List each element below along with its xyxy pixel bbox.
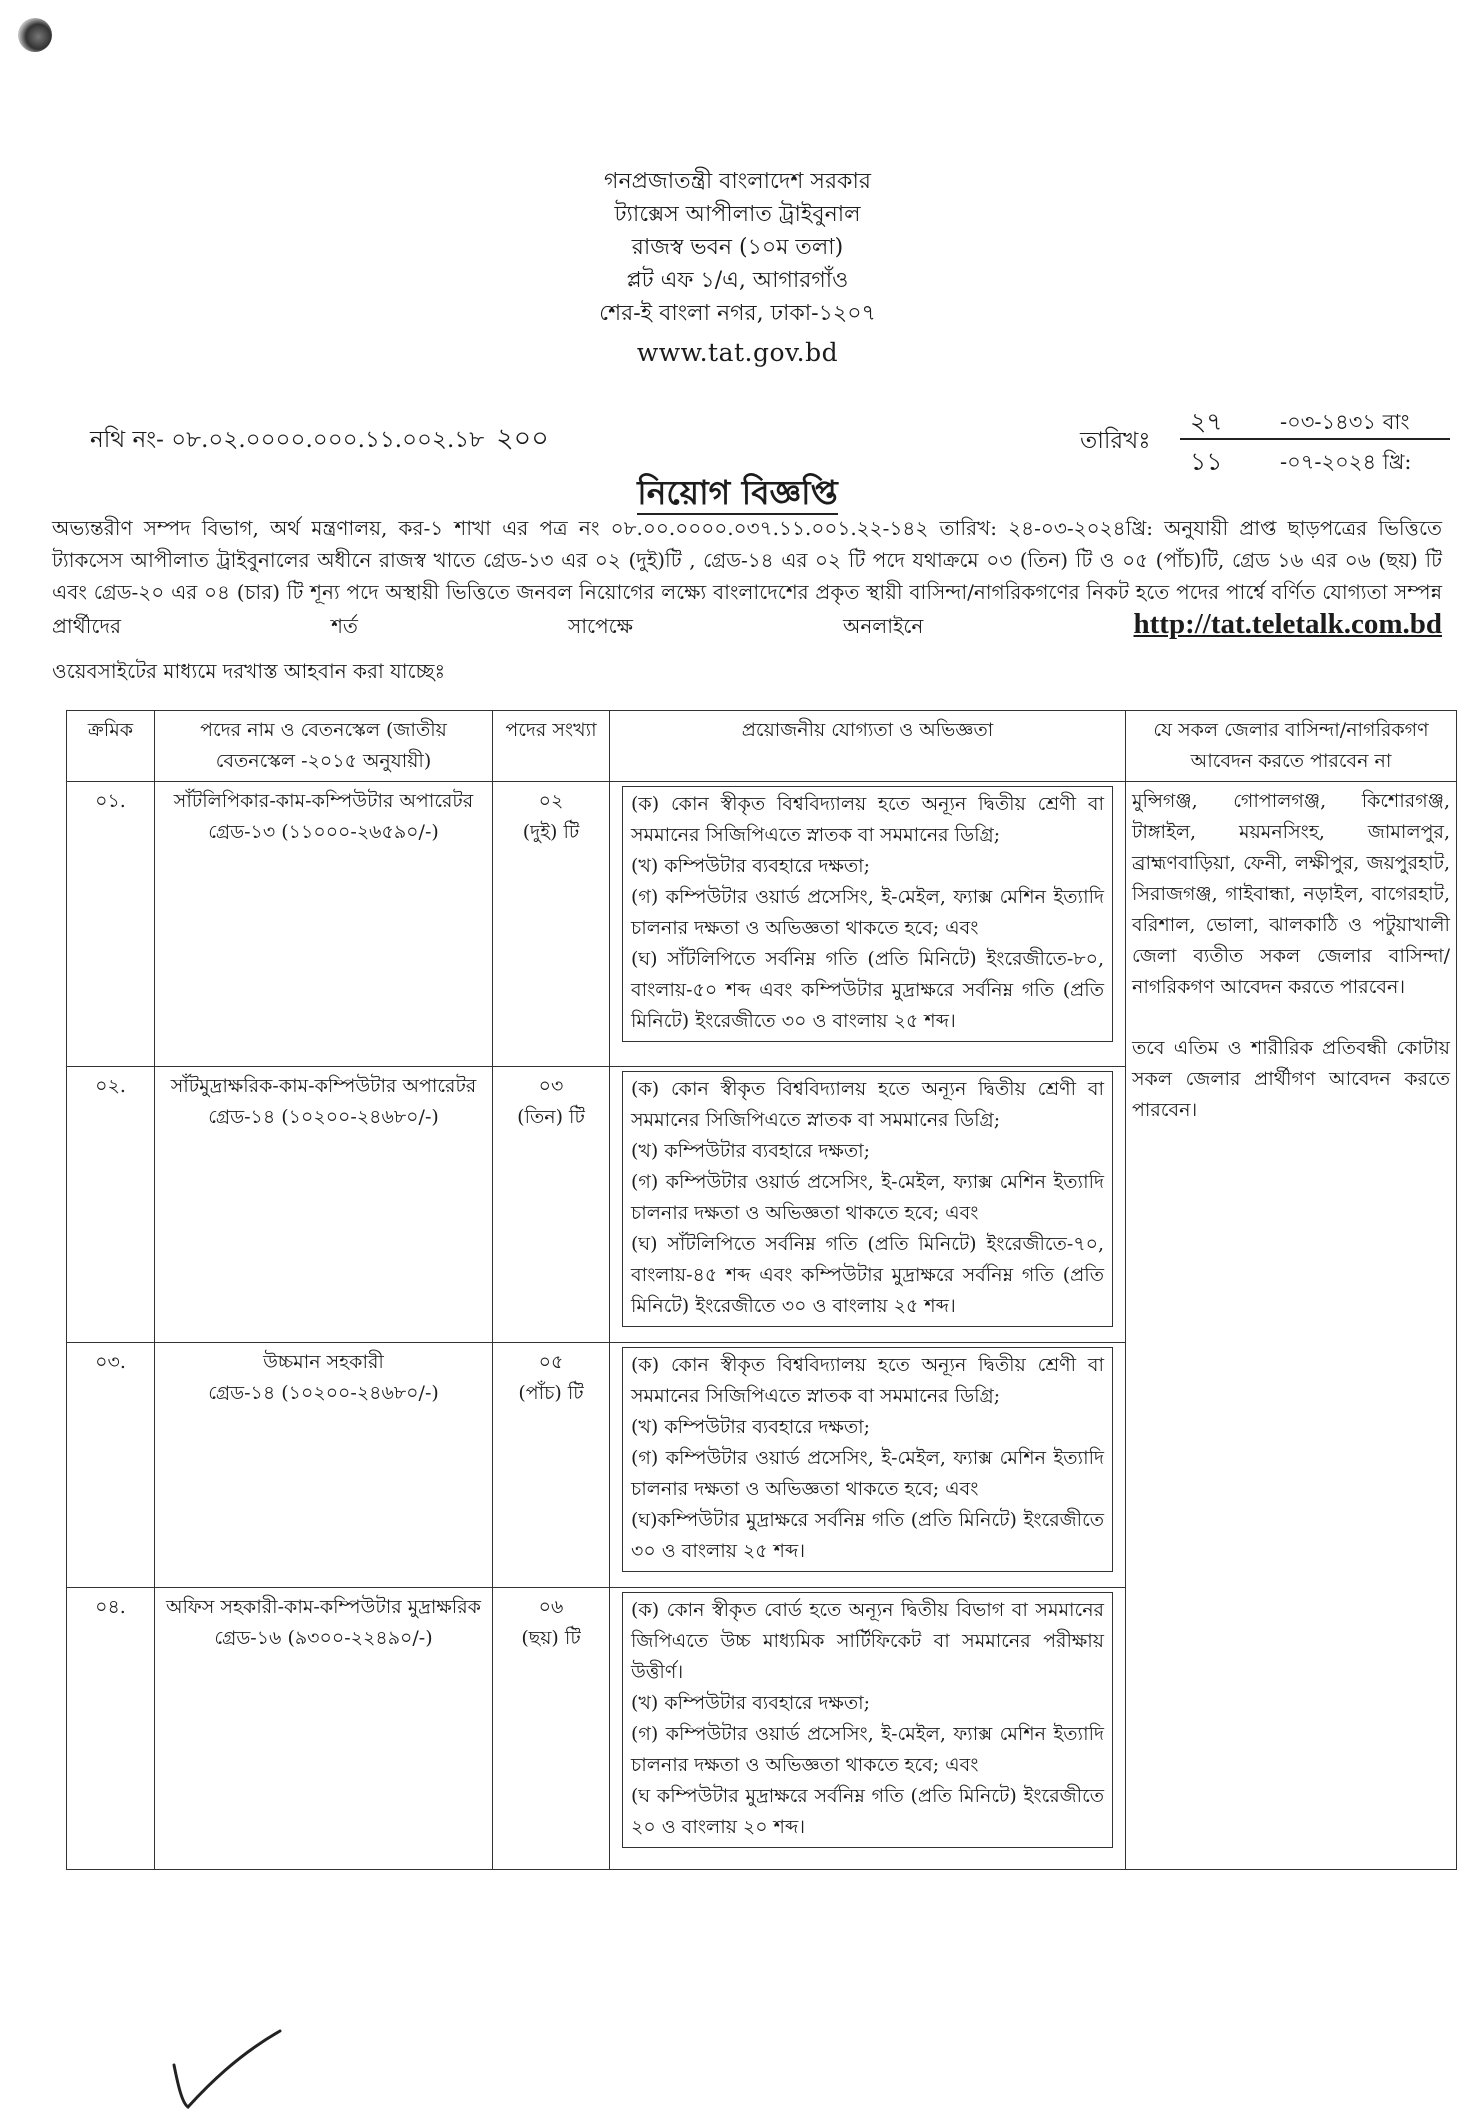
header-serial: ক্রমিক (67, 711, 155, 782)
row-qualification (610, 782, 1126, 1067)
row-count (493, 1067, 610, 1343)
date-bangla-day: ২৭ (1190, 407, 1223, 436)
post-count-words: (ছয়) টি (521, 1627, 581, 1649)
post-count-words: (দুই) টি (522, 821, 580, 843)
header-count: পদের সংখ্যা (493, 711, 610, 782)
post-count: ০২ (538, 790, 564, 812)
post-count-words: (পাঁচ) টি (518, 1382, 584, 1404)
qualification-item: (ঘ) সাঁটলিপিতে সর্বনিম্ন গতি (প্রতি মিনিটে) ইংরেজীতে-৭০, বাংলায়-৪৫ শব্দ এবং কম্পিউটার মুদ্রাক্ষরে সর্বনিম্ন গতি (প্রতি মিনিটে) ইংরেজীতে ৩০ ও বাংলায় ২৫ শব্দ। (631, 1233, 1104, 1317)
header-post-name: পদের নাম ও বেতনস্কেল (জাতীয় বেতনস্কেল -২০১৫ অনুযায়ী) (155, 711, 493, 782)
qualification-item: (খ) কম্পিউটার ব্যবহারে দক্ষতা; (631, 855, 871, 877)
row-post (155, 1067, 493, 1343)
date-english-day: ১১ (1190, 447, 1223, 476)
table-header-row (67, 711, 1457, 782)
header-website: www.tat.gov.bd (636, 338, 839, 367)
punch-hole-mark (18, 18, 52, 52)
qualification-box (622, 1071, 1113, 1327)
header-line-government: গনপ্রজাতন্ত্রী বাংলাদেশ সরকার (604, 169, 871, 194)
qualification-box (622, 786, 1113, 1042)
row-count (493, 1588, 610, 1870)
districts-note: মুন্সিগঞ্জ, গোপালগঞ্জ, কিশোরগঞ্জ, টাঙ্গাইল, ময়মনসিংহ, জামালপুর, ব্রাহ্মণবাড়িয়া, ফেনী, লক্ষীপুর, জয়পুরহাট, সিরাজগঞ্জ, গাইবান্ধা, নড়াইল, বাগেরহাট, বরিশাল, ভোলা, ঝালকাঠি ও পটুয়াখালী জেলা ব্যতীত সকল জেলার বাসিন্দা/নাগরিকগণ আবেদন করতে পারবেন। (1132, 790, 1450, 998)
row-serial: ০৪. (67, 1588, 155, 1870)
qualification-item: (ঘ)কম্পিউটার মুদ্রাক্ষরে সর্বনিম্ন গতি (প্রতি মিনিটে) ইংরেজীতে ৩০ ও বাংলায় ২৫ শব্দ। (631, 1509, 1104, 1562)
memo-number-handwritten: ২০০ (496, 423, 549, 454)
qualification-item: (গ) কম্পিউটার ওয়ার্ড প্রসেসিং, ই-মেইল, ফ্যাক্স মেশিন ইত্যাদি চালনার দক্ষতা ও অভিজ্ঞতা থাকতে হবে; এবং (631, 886, 1104, 939)
post-count: ০৫ (538, 1351, 564, 1373)
post-grade: গ্রেড-১৩ (১১০০০-২৬৫৯০/-) (208, 821, 439, 843)
post-count-words: (তিন) টি (517, 1106, 585, 1128)
date-english-rest: -০৭-২০২৪ খ্রি: (1280, 450, 1412, 474)
qualification-item: (ক) কোন স্বীকৃত বিশ্ববিদ্যালয় হতে অন্যূন দ্বিতীয় শ্রেণী বা সমমানের সিজিপিএতে স্নাতক বা সমমানের ডিগ্রি; (631, 793, 1104, 846)
post-name: সাঁটলিপিকার-কাম-কম্পিউটার অপারেটর (173, 790, 474, 812)
table-row (67, 782, 1457, 1067)
intro-paragraph (52, 512, 1442, 642)
posts-table (66, 710, 1457, 1870)
qualification-item: (খ) কম্পিউটার ব্যবহারে দক্ষতা; (631, 1416, 871, 1438)
post-grade: গ্রেড-১৪ (১০২০০-২৪৬৮০/-) (208, 1382, 439, 1404)
memo-number (90, 418, 549, 463)
checkmark-signature-icon (168, 2025, 288, 2115)
post-name: সাঁটমুদ্রাক্ষরিক-কাম-কম্পিউটার অপারেটর (170, 1075, 477, 1097)
row-post (155, 1343, 493, 1588)
row-count (493, 782, 610, 1067)
row-serial: ০২. (67, 1067, 155, 1343)
post-grade: গ্রেড-১৬ (৯৩০০-২২৪৯০/-) (214, 1627, 433, 1649)
row-qualification (610, 1588, 1126, 1870)
qualification-item: (ঘ কম্পিউটার মুদ্রাক্ষরে সর্বনিম্ন গতি (প্রতি মিনিটে) ইংরেজীতে ২০ ও বাংলায় ২০ শব্দ। (631, 1785, 1104, 1838)
post-name: উচ্চমান সহকারী (263, 1351, 384, 1373)
application-url-link[interactable]: http://tat.teletalk.com.bd (1133, 608, 1443, 640)
qualification-item: (খ) কম্পিউটার ব্যবহারে দক্ষতা; (631, 1692, 871, 1714)
header-line-plot: প্লট এফ ১/এ, আগারগাঁও (626, 268, 849, 293)
notice-title-text: নিয়োগ বিজ্ঞপ্তি (637, 473, 837, 515)
date-bangla-rest: -০৩-১৪৩১ বাং (1280, 410, 1410, 434)
row-serial: ০১. (67, 782, 155, 1067)
qualification-item: (গ) কম্পিউটার ওয়ার্ড প্রসেসিং, ই-মেইল, ফ্যাক্স মেশিন ইত্যাদি চালনার দক্ষতা ও অভিজ্ঞতা থাকতে হবে; এবং (631, 1171, 1104, 1224)
header-districts: যে সকল জেলার বাসিন্দা/নাগরিকগণ আবেদন করতে পারবেন না (1126, 711, 1457, 782)
header-qualification: প্রয়োজনীয় যোগ্যতা ও অভিজ্ঞতা (610, 711, 1126, 782)
qualification-item: (খ) কম্পিউটার ব্যবহারে দক্ষতা; (631, 1140, 871, 1162)
row-post (155, 782, 493, 1067)
date-label: তারিখঃ (1080, 428, 1151, 454)
qualification-item: (ক) কোন স্বীকৃত বিশ্ববিদ্যালয় হতে অন্যূন দ্বিতীয় শ্রেণী বা সমমানের সিজিপিএতে স্নাতক বা সমমানের ডিগ্রি; (631, 1354, 1104, 1407)
memo-number-printed: নথি নং- ০৮.০২.০০০০.০০০.১১.০০২.১৮ (90, 427, 485, 453)
post-count: ০৩ (538, 1075, 564, 1097)
quota-note: তবে এতিম ও শারীরিক প্রতিবন্ধী কোটায় সকল জেলার প্রার্থীগণ আবেদন করতে পারবেন। (1132, 1037, 1450, 1121)
row-count (493, 1343, 610, 1588)
row-qualification (610, 1343, 1126, 1588)
header-line-building: রাজস্ব ভবন (১০ম তলা) (631, 235, 844, 260)
intro-body: অভ্যন্তরীণ সম্পদ বিভাগ, অর্থ মন্ত্রণালয়, কর-১ শাখা এর পত্র নং ০৮.০০.০০০০.০৩৭.১১.০০১.২২-১৪২ তারিখ: ২৪-০৩-২০২৪খ্রি: অনুযায়ী প্রাপ্ত ছাড়পত্রের ভিত্তিতে ট্যাকসেস আপীলাত ট্রাইবুনালের অধীনে রাজস্ব খাতে গ্রেড-১৩ এর ০২ (দুই)টি , গ্রেড-১৪ এর ০২ টি পদে যথাক্রমে ০৩ (তিন) টি ও ০৫ (পাঁচ)টি, গ্রেড ১৬ এর ০৬ (ছয়) টি এবং গ্রেড-২০ এর ০৪ (চার) টি শূন্য পদে অস্থায়ী ভিত্তিতে জনবল নিয়োগের লক্ষ্যে বাংলাদেশের প্রকৃত স্থায়ী বাসিন্দা/নাগরিকগণের নিকট হতে পদের পার্শ্বে বর্ণিত যোগ্যতা সম্পন্ন প্রার্থীদের শর্ত সাপেক্ষে অনলাইনে (52, 516, 1442, 638)
post-grade: গ্রেড-১৪ (১০২০০-২৪৬৮০/-) (208, 1106, 439, 1128)
qualification-item: (গ) কম্পিউটার ওয়ার্ড প্রসেসিং, ই-মেইল, ফ্যাক্স মেশিন ইত্যাদি চালনার দক্ষতা ও অভিজ্ঞতা থাকতে হবে; এবং (631, 1447, 1104, 1500)
row-serial: ০৩. (67, 1343, 155, 1588)
qualification-box (622, 1347, 1113, 1572)
qualification-item: (গ) কম্পিউটার ওয়ার্ড প্রসেসিং, ই-মেইল, ফ্যাক্স মেশিন ইত্যাদি চালনার দক্ষতা ও অভিজ্ঞতা থাকতে হবে; এবং (631, 1723, 1104, 1776)
row-qualification (610, 1067, 1126, 1343)
districts-cell (1126, 782, 1457, 1870)
row-post (155, 1588, 493, 1870)
qualification-item: (ক) কোন স্বীকৃত বিশ্ববিদ্যালয় হতে অন্যূন দ্বিতীয় শ্রেণী বা সমমানের সিজিপিএতে স্নাতক বা সমমানের ডিগ্রি; (631, 1078, 1104, 1131)
qualification-item: (ঘ) সাঁটলিপিতে সর্বনিম্ন গতি (প্রতি মিনিটে) ইংরেজীতে-৮০, বাংলায়-৫০ শব্দ এবং কম্পিউটার মুদ্রাক্ষরে সর্বনিম্ন গতি (প্রতি মিনিটে) ইংরেজীতে ৩০ ও বাংলায় ২৫ শব্দ। (631, 948, 1104, 1032)
date-bangla (1180, 400, 1450, 440)
qualification-item: (ক) কোন স্বীকৃত বোর্ড হতে অন্যূন দ্বিতীয় বিভাগ বা সমমানের জিপিএতে উচ্চ মাধ্যমিক সার্টিফিকেট বা সমমানের পরীক্ষায় উত্তীর্ণ। (631, 1599, 1104, 1683)
qualification-box (622, 1592, 1113, 1848)
header-line-office: ট্যাক্সেস আপীলাত ট্রাইবুনাল (614, 202, 861, 227)
intro-tail: ওয়েবসাইটের মাধ্যমে দরখাস্ত আহবান করা যাচ্ছেঃ (52, 659, 446, 683)
post-count: ০৬ (538, 1596, 564, 1618)
post-name: অফিস সহকারী-কাম-কম্পিউটার মুদ্রাক্ষরিক (166, 1596, 481, 1618)
office-header (0, 165, 1475, 369)
header-line-city: শের-ই বাংলা নগর, ঢাকা-১২০৭ (599, 301, 876, 326)
